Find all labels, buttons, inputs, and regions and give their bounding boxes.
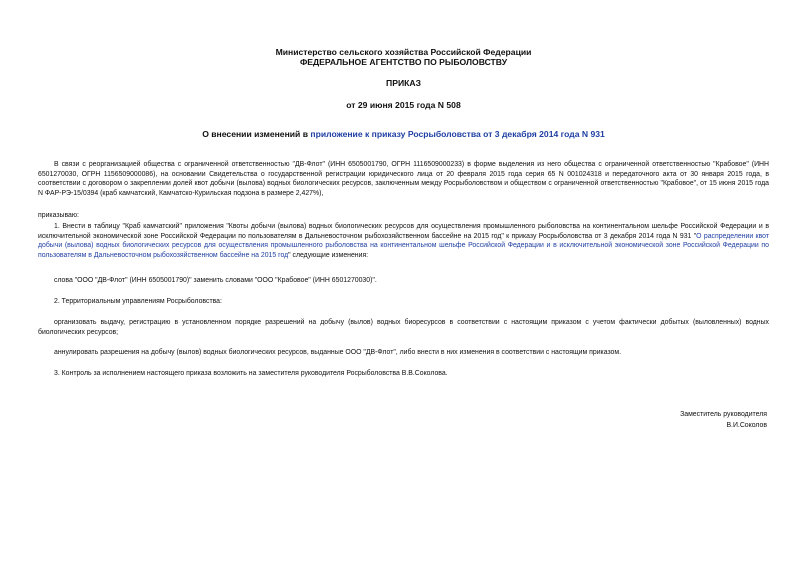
- ministry-name: Министерство сельского хозяйства Российской Федерации: [275, 47, 532, 57]
- item2-paragraph: 2. Территориальным управлениям Росрыболовства:: [54, 298, 222, 305]
- item2a-paragraph: организовать выдачу, регистрацию в установленном порядке разрешений на добычу (вылов) водных биоресурсов в соответствии с настоящим приказом с учетом фактически добытых (выловленных) водных биологических ресурсов;: [38, 319, 769, 336]
- signature-position: Заместитель руководителя: [680, 411, 767, 418]
- item1-link[interactable]: О распределении квот добычи (вылова) водных биологических ресурсов для осуществления промышленного рыболовства на континентальном шельфе Российской Федерации и в исключительной экономической зоне Российской Федерации по пользователям в Дальневосточном рыбохозяйственном бассейне на 2015 год: [38, 232, 769, 259]
- item1-paragraph: [38, 222, 769, 260]
- signature-name: В.И.Соколов: [726, 422, 767, 429]
- replace-paragraph: слова "ООО "ДВ-Флот" (ИНН 6505001790)" заменить словами "ООО "Крабовое" (ИНН 6501270030)".: [54, 277, 377, 284]
- title-link[interactable]: приложение к приказу Росрыболовства от 3 декабря 2014 года N 931: [310, 129, 605, 139]
- item3-paragraph: 3. Контроль за исполнением настоящего приказа возложить на заместителя руководителя Росрыболовства В.В.Соколова.: [54, 370, 448, 377]
- item2b-paragraph: аннулировать разрешения на добычу (вылов) водных биологических ресурсов, выданные ООО "ДВ-Флот", либо внести в них изменения в соответствии с настоящим приказом.: [54, 349, 622, 356]
- document-date: от 29 июня 2015 года N 508: [346, 100, 461, 110]
- document-title: [0, 129, 807, 139]
- item1-suffix: " следующие изменения:: [288, 251, 369, 259]
- document-type: ПРИКАЗ: [386, 78, 421, 88]
- agency-name: ФЕДЕРАЛЬНОЕ АГЕНТСТВО ПО РЫБОЛОВСТВУ: [299, 57, 508, 67]
- order-word: приказываю:: [38, 212, 79, 219]
- title-prefix: О внесении изменений в: [202, 129, 311, 139]
- item1-prefix: 1. Внести в таблицу "Краб камчатский" приложения "Квоты добычи (вылова) водных биологических ресурсов для осуществления промышленного рыболовства на континентальном шельфе Российской Федерации и в исключительной экономической зоне Российской Федерации по пользователям в Дальневосточном рыбохозяйственном бассейне на 2015 год" к приказу Росрыболовства от 3 декабря 2014 года N 931 ": [38, 223, 769, 240]
- intro-paragraph: В связи с реорганизацией общества с ограниченной ответственностью "ДВ-Флот" (ИНН 6505001790, ОГРН 1116509000233) в форме выделения из него общества с ограниченной ответственностью "Крабовое" (ИНН 6501270030, ОГРН 1156509000086), на основании Свидетельства о государственной регистрации юридического лица от 20 февраля 2015 года серия 65 N 001024318 и передаточного акта от 30 января 2015 года, в соответствии с договором о закреплении долей квот добычи (вылова) водных биологических ресурсов, заключенным между Росрыболовством и обществом с ограниченной ответственностью "Крабовое", от 15 июня 2015 года N ФАР-РЭ-15/0394 (краб камчатский, Камчатско-Курильская подзона в размере 2,427%),: [38, 161, 769, 197]
